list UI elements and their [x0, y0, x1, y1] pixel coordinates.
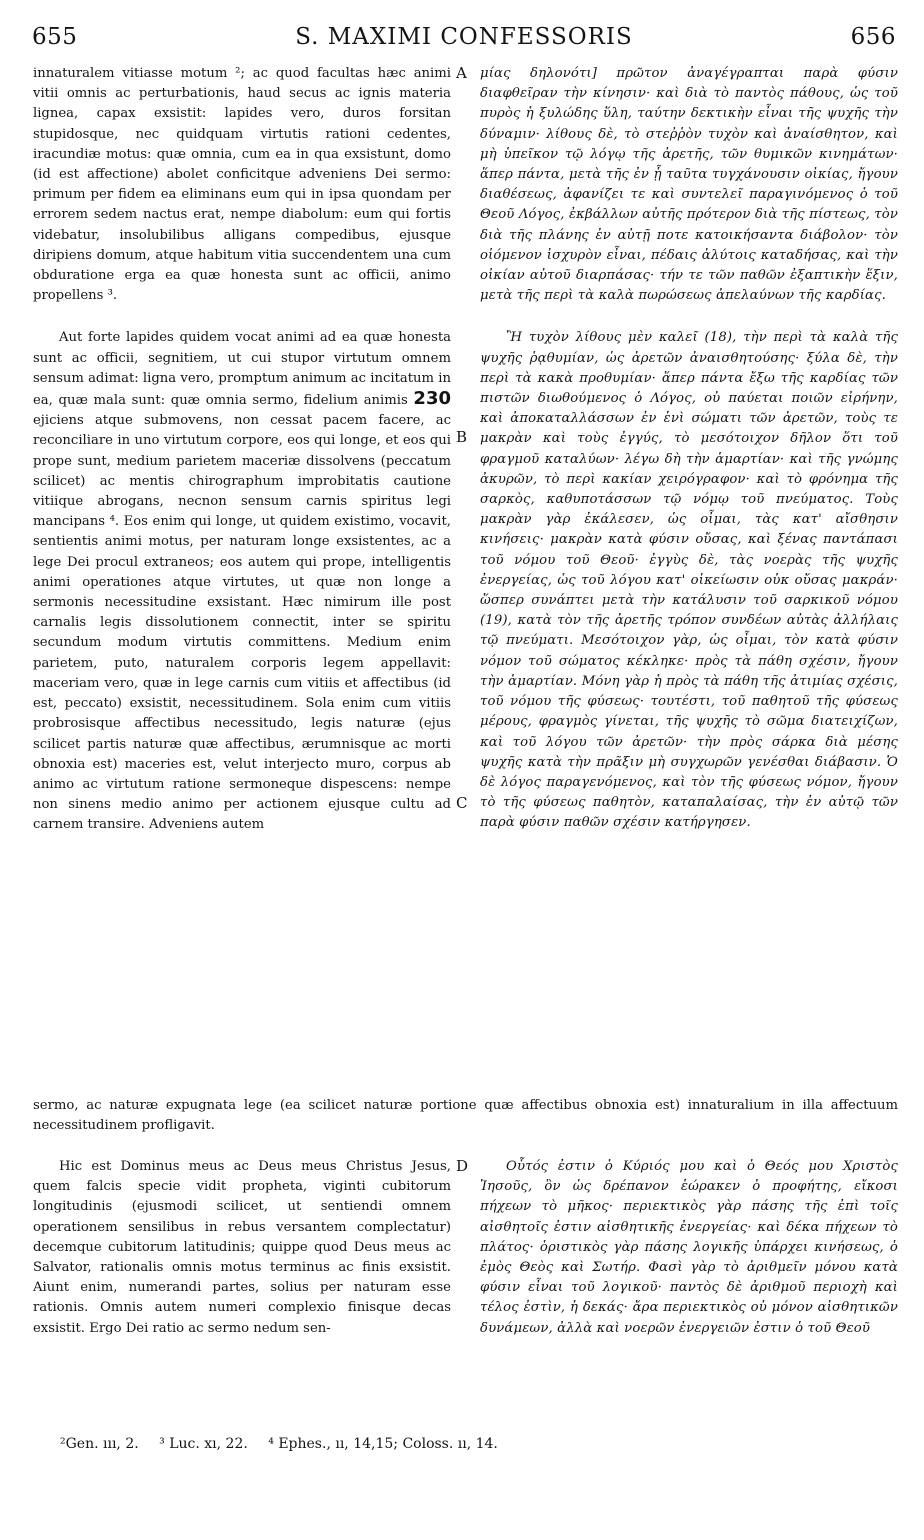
greek-column-bottom — [480, 1157, 898, 1339]
latin-paragraph-1: innaturalem vitiasse motum ²; ac quod facultas hæc animi vitii omnis ac perturbationis, haud secus ac ignis materia lignea, capax exsistit: lapides vero, duros forsitan stupidosque, nec quidquam virtutis rationi cedentes, iracundiæ motus: quæ omnia, cum ea in qua exsistunt, domo (id est affectione) abolet conficitque adveniens Dei sermo: primum per fidem ea eliminans eum qui in ipsa quondam per errorem sedem nactus erat, nempe diabolum: eum qui fortis videbatur, insolubilibus alligans compedibus, ejusque diripiens domum, atque habitum vitia succendentem una cum obduratione erga ea quæ honesta sunt ac officii, animo propellens ³. — [33, 66, 451, 304]
latin-column-bottom — [33, 1157, 451, 1339]
left-page-number: 655 — [32, 24, 78, 50]
marker-a: A — [456, 64, 467, 82]
latin-paragraph-2a: Aut forte lapides quidem vocat animi ad ea quæ honesta sunt ac officii, segnitiem, ut cui stupor virtutum omnem sensum adimat: ligna vero, promptum animum ac incitatum in ea, quæ mala sunt: quæ omnia sermo, fidelium animis — [33, 330, 451, 409]
latin-full-width-line: sermo, ac naturæ expugnata lege (ea scilicet naturæ portione quæ affectibus obnoxia est) innaturalium in illa affectuum necessitudinem profligavit. — [33, 1098, 898, 1134]
marker-d: D — [456, 1157, 469, 1175]
greek-column-top — [480, 64, 898, 834]
marker-c: C — [456, 794, 468, 812]
right-page-number: 656 — [850, 24, 896, 50]
latin-column-top — [33, 64, 451, 836]
latin-paragraph-3: Hic est Dominus meus ac Deus meus Christus Jesus, quem falcis specie vidit propheta, viginti cubitorum longitudinis (ejusmodi scilicet, ut sentiendi omnem operationem sensilibus in rebus versantem complectatur) decemque cubitorum latitudinis; quippe quod Deus meus ac Salvator, rationalis omnis motus terminus ac finis exsistit. Aiunt enim, numerandi partes, solius per naturam esse rationis. Omnis autem numeri complexio finisque decas exsistit. Ergo Dei ratio ac sermo nedum sen- — [33, 1159, 451, 1336]
footnote-3: ⁴ Ephes., ıı, 14,15; Coloss. ıı, 14. — [268, 1436, 498, 1452]
running-title: S. MAXIMI CONFESSORIS — [295, 24, 633, 50]
latin-paragraph-2b: ejiciens atque submovens, non cessat pacem facere, ac reconciliare in uno virtutum corpore, eos qui longe, et eos qui prope sunt, medium parietem maceriæ dissolvens (peccatum scilicet) ac mentis chirographum improbitatis cautione vitiique abrogans, necnon sensum carnis spiritus legi mancipans ⁴. Eos enim qui longe, ut quidem existimo, vocavit, sentientis animi motus, per naturam longe exsistentes, ac a lege Dei procul extraneos; eos autem qui prope, intelligentis animi operationes atque virtutes, ut quæ non longe a sermonis necessitudine exsistant. Hæc nimirum ille post carnalis legis dissolutionem connectit, inter se spiritu secundum modum virtutis committens. Medium enim parietem, puto, naturalem corporis legem appellavit: maceriam vero, quæ in lege carnis cum vitiis et affectibus (id est, peccato) exsistit, necessitudinem. Sola enim cum vitiis probrosisque affectibus necessitudo, legis naturæ (ejus scilicet partis naturæ quæ affectibus, ærumnisque ac morti obnoxia est) maceries est, velut interjecto muro, corpus ab animo ac virtutum ratione sermoneque dispescens: nempe non sinens medio animo per actionem ejusque cultu ad carnem transire. Adveniens autem — [33, 413, 451, 833]
footnote-1: ²Gen. ııı, 2. — [60, 1436, 139, 1452]
section-markers — [452, 0, 478, 1540]
marker-b: B — [456, 428, 468, 446]
footnotes — [60, 1436, 514, 1452]
greek-paragraph-3: Οὗτός ἐστιν ὁ Κύριός μου καὶ ὁ Θεός μου Χριστὸς Ἰησοῦς, ὃν ὡς δρέπανον ἑώρακεν ὁ προφήτης, εἴκοσι πήχεων τὸ μῆκος· περιεκτικὸς γὰρ πάσης τῆς ἐπὶ τοῖς αἰσθητοῖς ἐστιν αἰσθητικῆς ἐνεργείας· καὶ δέκα πήχεων τὸ πλάτος· ὁριστικὸς γὰρ πάσης λογικῆς ὑπάρχει κινήσεως, ὁ ἐμὸς Θεὸς καὶ Σωτήρ. Φασὶ γὰρ τὸ ἀριθμεῖν μόνου κατὰ φύσιν εἶναι τοῦ λογικοῦ· παντὸς δὲ ἀριθμοῦ περιοχὴ καὶ τέλος ἐστὶν, ἡ δεκάς· ἄρα περιεκτικὸς οὐ μόνον αἰσθητικῶν δυνάμεων, ἀλλὰ καὶ νοερῶν ἐνεργειῶν ἐστιν ὁ τοῦ Θεοῦ — [480, 1159, 898, 1336]
latin-paragraph-2 — [33, 328, 451, 835]
greek-paragraph-1: μίας δηλονότι] πρῶτον ἀναγέγραπται παρὰ φύσιν διαφθεῖραν τὴν κίνησιν· καὶ διὰ τὸ παντὸς πάθους, ὡς τοῦ πυρὸς ἡ ξυλώδης ὕλη, ταύτην δεκτικὴν εἶναι τῆς ψυχῆς τὴν δύναμιν· λίθους δὲ, τὸ στεῤῥὸν τυχὸν καὶ ἀναίσθητον, καὶ μὴ ὑπεῖκον τῷ λόγῳ τῆς ἀρετῆς, τῶν θυμικῶν κινημάτων· ἅπερ πάντα, μετὰ τῆς ἐν ᾗ ταῦτα τυγχάνουσιν οἰκίας, ἤγουν διαθέσεως, ἀφανίζει τε καὶ συντελεῖ παραγινόμενος ὁ τοῦ Θεοῦ Λόγος, ἐκβάλλων αὐτῆς πρότερον διὰ τῆς πίστεως, τὸν διὰ τῆς πλάνης ἐν αὐτῇ ποτε κατοικήσαντα διάβολον· τὸν οἰόμενον ἰσχυρὸν εἶναι, πέδαις ἀλύτοις καταδήσας, καὶ τὴν οἰκίαν αὐτοῦ διαρπάσας· τήν τε τῶν παθῶν ἐξαπτικὴν ἕξιν, μετὰ τῆς περὶ τὰ καλὰ πωρώσεως ἀπελαύνων τῆς καρδίας. — [480, 66, 898, 304]
footnote-2: ³ Luc. xı, 22. — [159, 1436, 248, 1452]
greek-paragraph-2: Ἢ τυχὸν λίθους μὲν καλεῖ (18), τὴν περὶ τὰ καλὰ τῆς ψυχῆς ῥᾳθυμίαν, ὡς ἀρετῶν ἀναισθητούσης· ξύλα δὲ, τὴν περὶ τὰ κακὰ προθυμίαν· ἅπερ πάντα ἔξω τῆς καρδίας τῶν πιστῶν διωθούμενος ὁ Λόγος, οὐ παύεται ποιῶν εἰρήνην, καὶ ἀποκαταλλάσσων ἐν ἑνὶ σώματι τῶν ἀρετῶν, τοὺς τε μακρὰν καὶ τοὺς ἐγγύς, τὸ μεσότοιχον δῆλον ὅτι τοῦ φραγμοῦ καταλύων· λέγω δὴ τὴν ἁμαρτίαν· καὶ τῆς γνώμης ἀκυρῶν, τὸ περὶ κακίαν χειρόγραφον· καὶ τὸ φρόνημα τῆς σαρκὸς, καθυποτάσσων τῷ νόμῳ τοῦ πνεύματος. Τοὺς μακρὰν γὰρ ἐκάλεσεν, ὡς οἶμαι, τὰς κατ' αἴσθησιν κινήσεις· μακρὰν κατὰ φύσιν οὔσας, καὶ ξένας παντάπασι τοῦ νόμου τοῦ Θεοῦ· ἐγγὺς δὲ, τὰς νοερὰς τῆς ψυχῆς ἐνεργείας, ὡς τοῦ λόγου κατ' οἰκείωσιν οὐκ οὔσας μακράν· ὥσπερ συνάπτει μετὰ τὴν κατάλυσιν τοῦ σαρκικοῦ νόμου (19), κατὰ τὸν τῆς ἀρετῆς τρόπον συνδέων αὐτὰς ἀλλήλαις τῷ πνεύματι. Μεσότοιχον γὰρ, ὡς οἶμαι, τὸν κατὰ φύσιν νόμον τοῦ σώματος κέκληκε· πρὸς τὰ πάθη σχέσιν, ἤγουν τὴν ἁμαρτίαν. Μόνη γὰρ ἡ πρὸς τὰ πάθη τῆς ἀτιμίας σχέσις, τοῦ νόμου τῆς φύσεως· τουτέστι, τοῦ παθητοῦ τῆς φύσεως μέρους, φραγμὸς γίνεται, τῆς ψυχῆς τὸ σῶμα διατειχίζων, καὶ τοῦ λόγου τῶν ἀρετῶν· τὴν πρὸς σάρκα διὰ μέσης ψυχῆς κατὰ τὴν πρᾶξιν μὴ συγχωρῶν γενέσθαι διάβασιν. Ὁ δὲ λόγος παραγενόμενος, καὶ τὸν τῆς φύσεως νόμον, ἤγουν τὸ τῆς φύσεως παθητὸν, καταπαλαίσας, τὴν ἐν αὐτῷ τῶν παρὰ φύσιν παθῶν σχέσιν κατήργησεν. — [480, 330, 898, 831]
column-number-230: 230 — [413, 388, 451, 410]
